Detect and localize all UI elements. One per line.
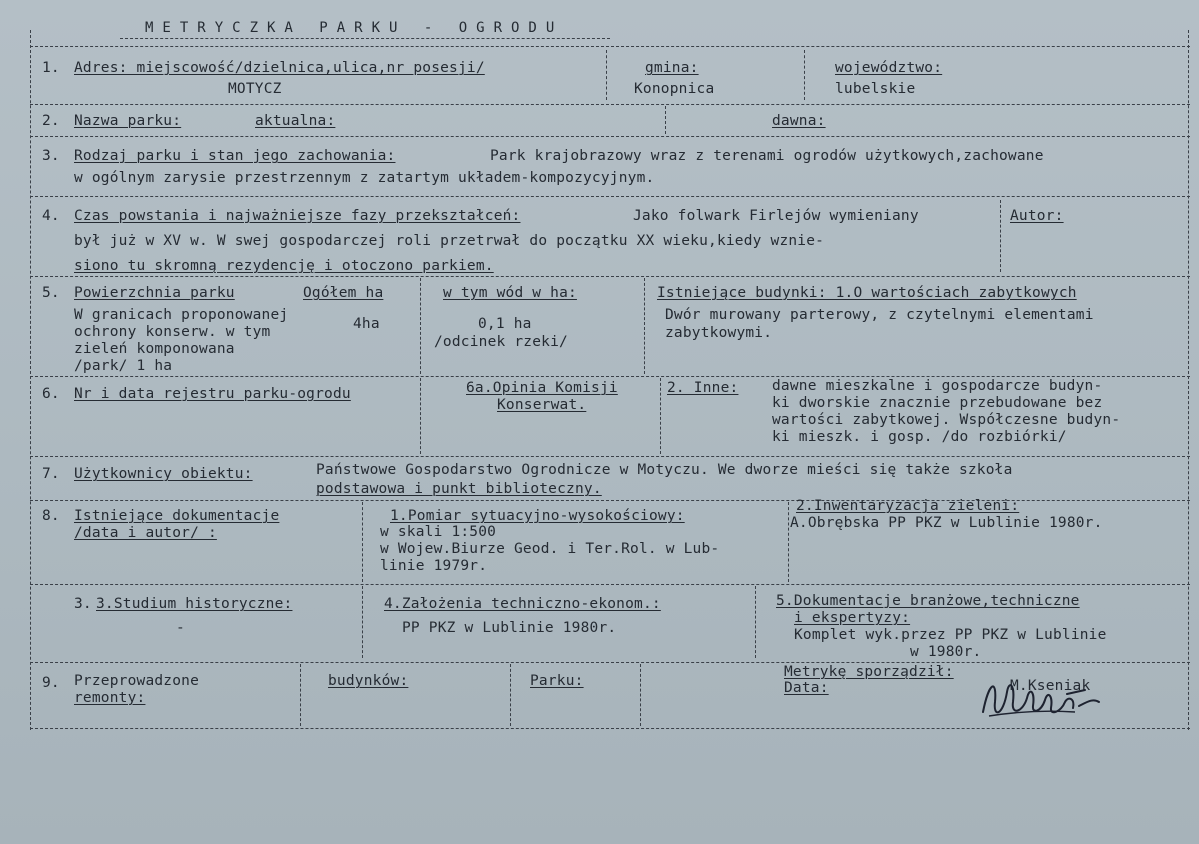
- other-line-4: ki mieszk. i gosp. /do rozbiórki/: [772, 429, 1067, 445]
- divider-9a: [300, 664, 301, 726]
- users-label: Użytkownicy obiektu:: [74, 466, 253, 482]
- divider-1a: [606, 50, 607, 100]
- branch-label-2: i ekspertyzy:: [794, 610, 911, 626]
- section-1-number: 1.: [42, 60, 60, 76]
- repairs-label-1: Przeprowadzone: [74, 673, 200, 689]
- history-label: Czas powstania i najważniejsze fazy przekształceń:: [74, 208, 521, 224]
- area-desc-line-4: /park/ 1 ha: [74, 358, 173, 374]
- register-label: Nr i data rejestru parku-ogrodu: [74, 386, 351, 402]
- repairs-label-2: remonty:: [74, 690, 146, 706]
- branch-line-1: Komplet wyk.przez PP PKZ w Lublinie: [794, 627, 1107, 643]
- former-name-label: dawna:: [772, 113, 826, 129]
- opinion-label: 6a.Opinia Komisji: [466, 380, 618, 396]
- divider-8e: [30, 662, 1190, 663]
- history-study-value: -: [176, 620, 185, 636]
- park-type-line-1: Park krajobrazowy wraz z terenami ogrodów użytkowych,zachowane: [490, 148, 1044, 164]
- water-note: /odcinek rzeki/: [434, 334, 568, 350]
- gmina-value: Konopnica: [634, 81, 715, 97]
- divider-1: [30, 104, 1190, 105]
- area-desc-line-1: W granicach proponowanej: [74, 307, 289, 323]
- survey-label: 1.Pomiar sytuacyjno-wysokościowy:: [390, 508, 685, 524]
- area-label: Powierzchnia parku: [74, 285, 235, 301]
- section-9-number: 9.: [42, 675, 60, 691]
- park-name-label: Nazwa parku:: [74, 113, 182, 129]
- section-6-number: 6.: [42, 386, 60, 402]
- divider-5: [30, 376, 1190, 377]
- border-right: [1188, 30, 1189, 730]
- divider-8d: [755, 586, 756, 658]
- area-total-value: 4ha: [353, 316, 380, 332]
- docs-label-2: /data i autor/ :: [74, 525, 217, 541]
- divider-6a: [420, 378, 421, 454]
- handwritten-signature: [975, 672, 1115, 724]
- current-name-label: aktualna:: [255, 113, 336, 129]
- divider-9c: [640, 664, 641, 726]
- divider-5b: [644, 278, 645, 374]
- other-label: 2. Inne:: [667, 380, 739, 396]
- other-line-2: ki dworskie znacznie przebudowane bez: [772, 395, 1103, 411]
- survey-line-1: w skali 1:500: [380, 524, 497, 540]
- section-4-number: 4.: [42, 208, 60, 224]
- survey-line-2: w Wojew.Biurze Geod. i Ter.Rol. w Lub-: [380, 541, 720, 557]
- tech-value: PP PKZ w Lublinie 1980r.: [402, 620, 617, 636]
- section-8-number: 8.: [42, 508, 60, 524]
- divider-5a: [420, 278, 421, 374]
- history-line-3: siono tu skromną rezydencję i otoczono parkiem.: [74, 258, 494, 274]
- divider-bottom: [30, 728, 1190, 729]
- water-label: w tym wód w ha:: [443, 285, 577, 301]
- users-line-1: Państwowe Gospodarstwo Ogrodnicze w Motyczu. We dworze mieści się także szkoła: [316, 462, 1013, 478]
- opinion-label-2: Konserwat.: [497, 397, 587, 413]
- voivodeship-label: województwo:: [835, 60, 943, 76]
- other-line-1: dawne mieszkalne i gospodarcze budyn-: [772, 378, 1103, 394]
- address-label: Adres: miejscowość/dzielnica,ulica,nr posesji/: [74, 60, 485, 76]
- repair-buildings-label: budynków:: [328, 673, 409, 689]
- history-study-label: 3.Studium historyczne:: [96, 596, 293, 612]
- buildings-line-1: Dwór murowany parterowy, z czytelnymi elementami: [665, 307, 1094, 323]
- divider-4: [30, 276, 1190, 277]
- author-label: Autor:: [1010, 208, 1064, 224]
- repair-park-label: Parku:: [530, 673, 584, 689]
- divider-8a: [362, 502, 363, 582]
- section-3-number: 3.: [42, 148, 60, 164]
- tech-label: 4.Założenia techniczno-ekonom.:: [384, 596, 661, 612]
- divider-2: [30, 136, 1190, 137]
- water-value: 0,1 ha: [478, 316, 532, 332]
- gmina-label: gmina:: [645, 60, 699, 76]
- docs-label-1: Istniejące dokumentacje: [74, 508, 280, 524]
- divider-9b: [510, 664, 511, 726]
- card-title: METRYCZKA PARKU - OGRODU: [145, 20, 564, 36]
- divider-8: [30, 584, 1190, 585]
- voivodeship-value: lubelskie: [835, 81, 916, 97]
- other-line-3: wartości zabytkowej. Współczesne budyn-: [772, 412, 1121, 428]
- buildings-line-2: zabytkowymi.: [665, 325, 773, 341]
- divider-top: [30, 46, 1190, 47]
- date-label: Data:: [784, 680, 829, 696]
- divider-2a: [665, 106, 666, 134]
- branch-line-2: w 1980r.: [910, 644, 982, 660]
- branch-label-1: 5.Dokumentacje branżowe,techniczne: [776, 593, 1080, 609]
- section-2-number: 2.: [42, 113, 60, 129]
- section-7-number: 7.: [42, 466, 60, 482]
- users-line-2: podstawowa i punkt biblioteczny.: [316, 481, 602, 497]
- inventory-label: 2.Inwentaryzacja zieleni:: [796, 498, 1020, 514]
- divider-4a: [1000, 200, 1001, 272]
- survey-line-3: linie 1979r.: [380, 558, 488, 574]
- border-left: [30, 30, 31, 730]
- divider-1b: [804, 50, 805, 100]
- author-name: M.Kseniak: [1010, 678, 1091, 694]
- buildings-label: Istniejące budynki: 1.O wartościach zabytkowych: [657, 285, 1077, 301]
- divider-8b: [788, 502, 789, 582]
- history-line-1: Jako folwark Firlejów wymieniany: [633, 208, 919, 224]
- park-type-line-2: w ogólnym zarysie przestrzennym z zatartym układem-kompozycyjnym.: [74, 170, 655, 186]
- history-study-num: 3.: [74, 596, 92, 612]
- inventory-value: A.Obrębska PP PKZ w Lublinie 1980r.: [790, 515, 1103, 531]
- section-5-number: 5.: [42, 285, 60, 301]
- divider-3: [30, 196, 1190, 197]
- park-type-label: Rodzaj parku i stan jego zachowania:: [74, 148, 396, 164]
- divider-6b: [660, 378, 661, 454]
- area-total-label: Ogółem ha: [303, 285, 384, 301]
- area-desc-line-2: ochrony konserw. w tym: [74, 324, 271, 340]
- history-line-2: był już w XV w. W swej gospodarczej roli przetrwał do początku XX wieku,kiedy wznie-: [74, 233, 825, 249]
- area-desc-line-3: zieleń komponowana: [74, 341, 235, 357]
- title-underline: [120, 38, 610, 39]
- prepared-by-label: Metrykę sporządził:: [784, 664, 954, 680]
- address-value: MOTYCZ: [228, 81, 282, 97]
- divider-8c: [362, 586, 363, 658]
- divider-6: [30, 456, 1190, 457]
